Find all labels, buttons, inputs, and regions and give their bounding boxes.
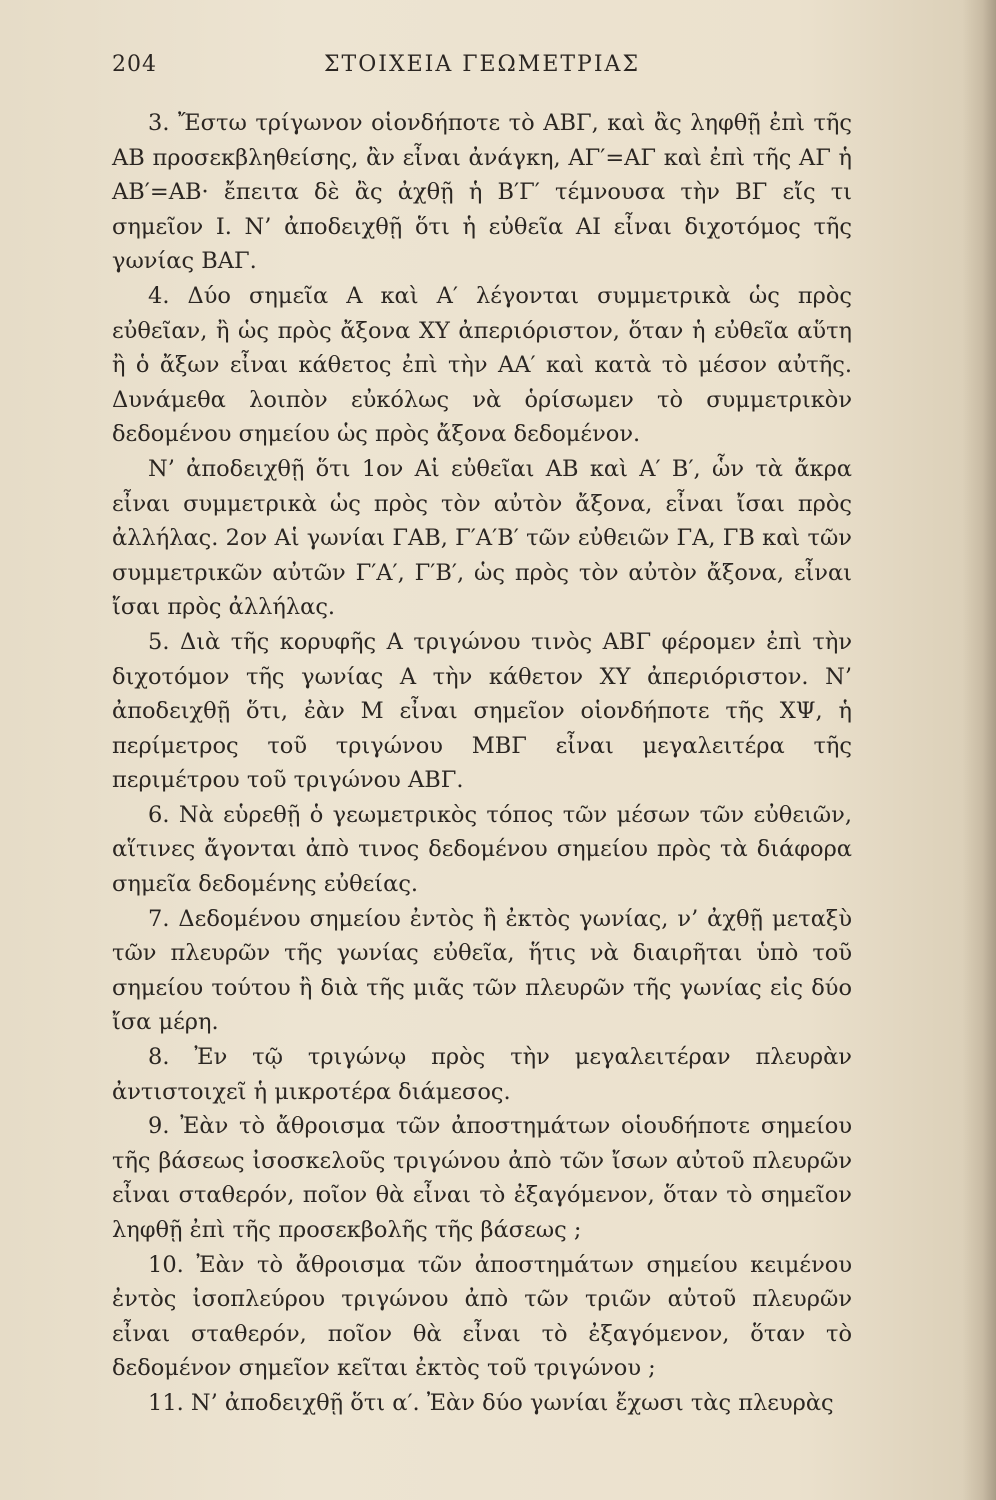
page-header — [112, 48, 852, 88]
exercise-5: 5. Διὰ τῆς κορυφῆς Α τριγώνου τινὸς ΑΒΓ φέρομεν ἐπὶ τὴν διχοτόμον τῆς γωνίας Α τὴν κάθετον ΧΥ ἀπεριόριστον. Ν’ ἀποδειχθῇ ὅτι, ἐὰν Μ εἶναι σημεῖον οἱονδήποτε τῆς ΧΨ, ἡ περίμετρος τοῦ τριγώνου ΜΒΓ εἶναι μεγαλειτέρα τῆς περιμέτρου τοῦ τριγώνου ΑΒΓ. — [112, 628, 852, 794]
exercise-8: 8. Ἐν τῷ τριγώνῳ πρὸς τὴν μεγαλειτέραν πλευρὰν ἀντιστοιχεῖ ἡ μικροτέρα διάμεσος. — [112, 1044, 852, 1105]
body-text — [112, 106, 852, 1421]
exercise-9: 9. Ἐὰν τὸ ἄθροισμα τῶν ἀποστημάτων οἱουδήποτε σημείου τῆς βάσεως ἰσοσκελοῦς τριγώνου ἀπὸ τῶν ἴσων αὐτοῦ πλευρῶν εἶναι σταθερόν, ποῖον θὰ εἶναι τὸ ἐξαγόμενον, ὅταν τὸ σημεῖον ληφθῇ ἐπὶ τῆς προσεκβολῆς τῆς βάσεως ; — [112, 1113, 852, 1243]
exercise-10: 10. Ἐὰν τὸ ἄθροισμα τῶν ἀποστημάτων σημείου κειμένου ἐντὸς ἰσοπλεύρου τριγώνου ἀπὸ τῶν τριῶν αὐτοῦ πλευρῶν εἶναι σταθερόν, ποῖον θὰ εἶναι τὸ ἐξαγόμενον, ὅταν τὸ δεδομένον σημεῖον κεῖται ἐκτὸς τοῦ τριγώνου ; — [112, 1251, 852, 1382]
exercise-6: 6. Νὰ εὑρεθῇ ὁ γεωμετρικὸς τόπος τῶν μέσων τῶν εὐθειῶν, αἵτινες ἄγονται ἀπὸ τινος δεδομένου σημείου πρὸς τὰ διάφορα σημεῖα δεδομένης εὐθείας. — [112, 801, 852, 898]
running-title: ΣΤΟΙΧΕΙΑ ΓΕΩΜΕΤΡΙΑΣ — [323, 52, 640, 77]
exercise-4-proof: Ν’ ἀποδειχθῇ ὅτι 1ον Αἱ εὐθεῖαι ΑΒ καὶ Α′ Β′, ὧν τὰ ἄκρα εἶναι συμμετρικὰ ὡς πρὸς τὸν αὐτὸν ἄξονα, εἶναι ἴσαι πρὸς ἀλλήλας. 2ον Αἱ γωνίαι ΓΑΒ, Γ′Α′Β′ τῶν εὐθειῶν ΓΑ, ΓΒ καὶ τῶν συμμετρικῶν αὐτῶν Γ′Α′, Γ′Β′, ὡς πρὸς τὸν αὐτὸν ἄξονα, εἶναι ἴσαι πρὸς ἀλλήλας. — [112, 455, 852, 621]
exercise-3: 3. Ἔστω τρίγωνον οἱονδήποτε τὸ ΑΒΓ, καὶ ἂς ληφθῇ ἐπὶ τῆς ΑΒ προσεκβληθείσης, ἂν εἶναι ἀνάγκη, ΑΓ′=ΑΓ καὶ ἐπὶ τῆς ΑΓ ἡ ΑΒ′=ΑΒ· ἔπειτα δὲ ἂς ἀχθῇ ἡ Β′Γ′ τέμνουσα τὴν ΒΓ εἴς τι σημεῖον Ι. Ν’ ἀποδειχθῇ ὅτι ἡ εὐθεῖα ΑΙ εἶναι διχοτόμος τῆς γωνίας ΒΑΓ. — [112, 110, 852, 275]
exercise-11: 11. Ν’ ἀποδειχθῇ ὅτι α′. Ἐὰν δύο γωνίαι ἔχωσι τὰς πλευρὰς — [148, 1389, 834, 1416]
page-number: 204 — [112, 52, 157, 77]
exercise-7: 7. Δεδομένου σημείου ἐντὸς ἢ ἐκτὸς γωνίας, ν’ ἀχθῇ μεταξὺ τῶν πλευρῶν τῆς γωνίας εὐθεῖα, ἥτις νὰ διαιρῆται ὑπὸ τοῦ σημείου τούτου ἢ διὰ τῆς μιᾶς τῶν πλευρῶν τῆς γωνίας εἰς δύο ἴσα μέρη. — [112, 905, 852, 1036]
exercise-4: 4. Δύο σημεῖα Α καὶ Α′ λέγονται συμμετρικὰ ὡς πρὸς εὐθεῖαν, ἢ ὡς πρὸς ἄξονα ΧΥ ἀπεριόριστον, ὅταν ἡ εὐθεῖα αὕτη ἢ ὁ ἄξων εἶναι κάθετος ἐπὶ τὴν ΑΑ′ καὶ κατὰ τὸ μέσον αὐτῆς. Δυνάμεθα λοιπὸν εὐκόλως νὰ ὁρίσωμεν τὸ συμμετρικὸν δεδομένου σημείου ὡς πρὸς ἄξονα δεδομένον. — [112, 282, 852, 448]
page-edge-shadow — [962, 0, 996, 1500]
